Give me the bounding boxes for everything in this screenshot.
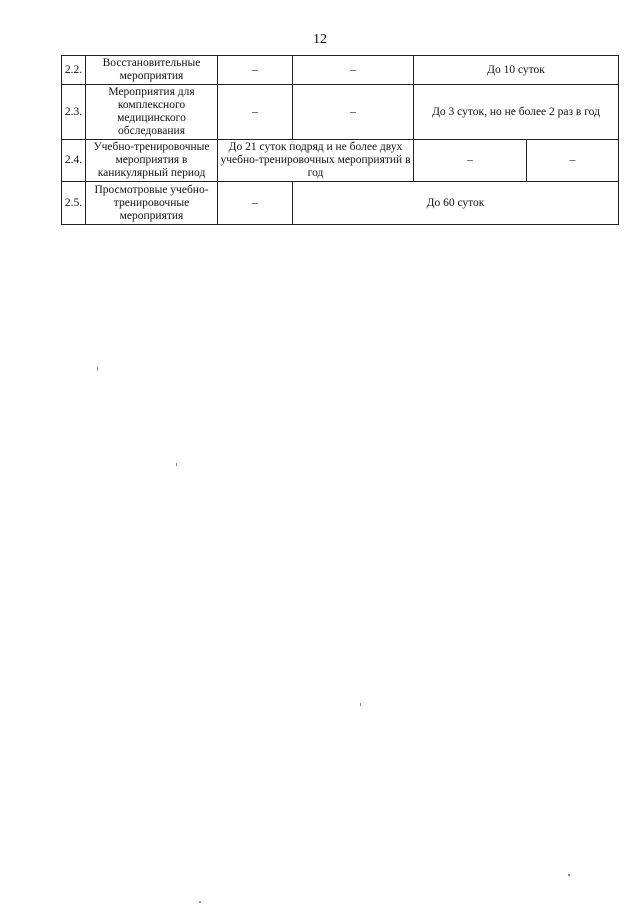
- table-cell: –: [218, 85, 293, 140]
- scan-speck: [199, 901, 201, 903]
- table-cell: До 21 суток подряд и не более двух учебно-тренировочных мероприятий в год: [218, 140, 414, 182]
- event-name: Восстановительные мероприятия: [86, 56, 218, 85]
- table-cell: До 3 суток, но не более 2 раз в год: [414, 85, 619, 140]
- table-row: [62, 182, 619, 225]
- table-row: [62, 85, 619, 140]
- scan-speck: [97, 367, 98, 371]
- table-cell: –: [414, 140, 527, 182]
- duration-table: [61, 55, 619, 225]
- table-row: [62, 140, 619, 182]
- table-cell: До 10 суток: [414, 56, 619, 85]
- row-number: 2.5.: [62, 182, 86, 225]
- page-number: 12: [313, 32, 327, 47]
- table-cell: –: [293, 85, 414, 140]
- scan-speck: [176, 463, 177, 466]
- table-cell: –: [218, 182, 293, 225]
- row-number: 2.3.: [62, 85, 86, 140]
- row-number: 2.4.: [62, 140, 86, 182]
- row-number: 2.2.: [62, 56, 86, 85]
- table-cell: –: [293, 56, 414, 85]
- table-cell: До 60 суток: [293, 182, 619, 225]
- table-cell: –: [218, 56, 293, 85]
- event-name: Учебно-тренировочные мероприятия в каникулярный период: [86, 140, 218, 182]
- event-name: Просмотровые учебно-тренировочные мероприятия: [86, 182, 218, 225]
- table-cell: –: [527, 140, 619, 182]
- event-name: Мероприятия для комплексного медицинского обследования: [86, 85, 218, 140]
- table-row: [62, 56, 619, 85]
- scan-speck: [360, 703, 361, 706]
- scan-speck: [568, 874, 570, 876]
